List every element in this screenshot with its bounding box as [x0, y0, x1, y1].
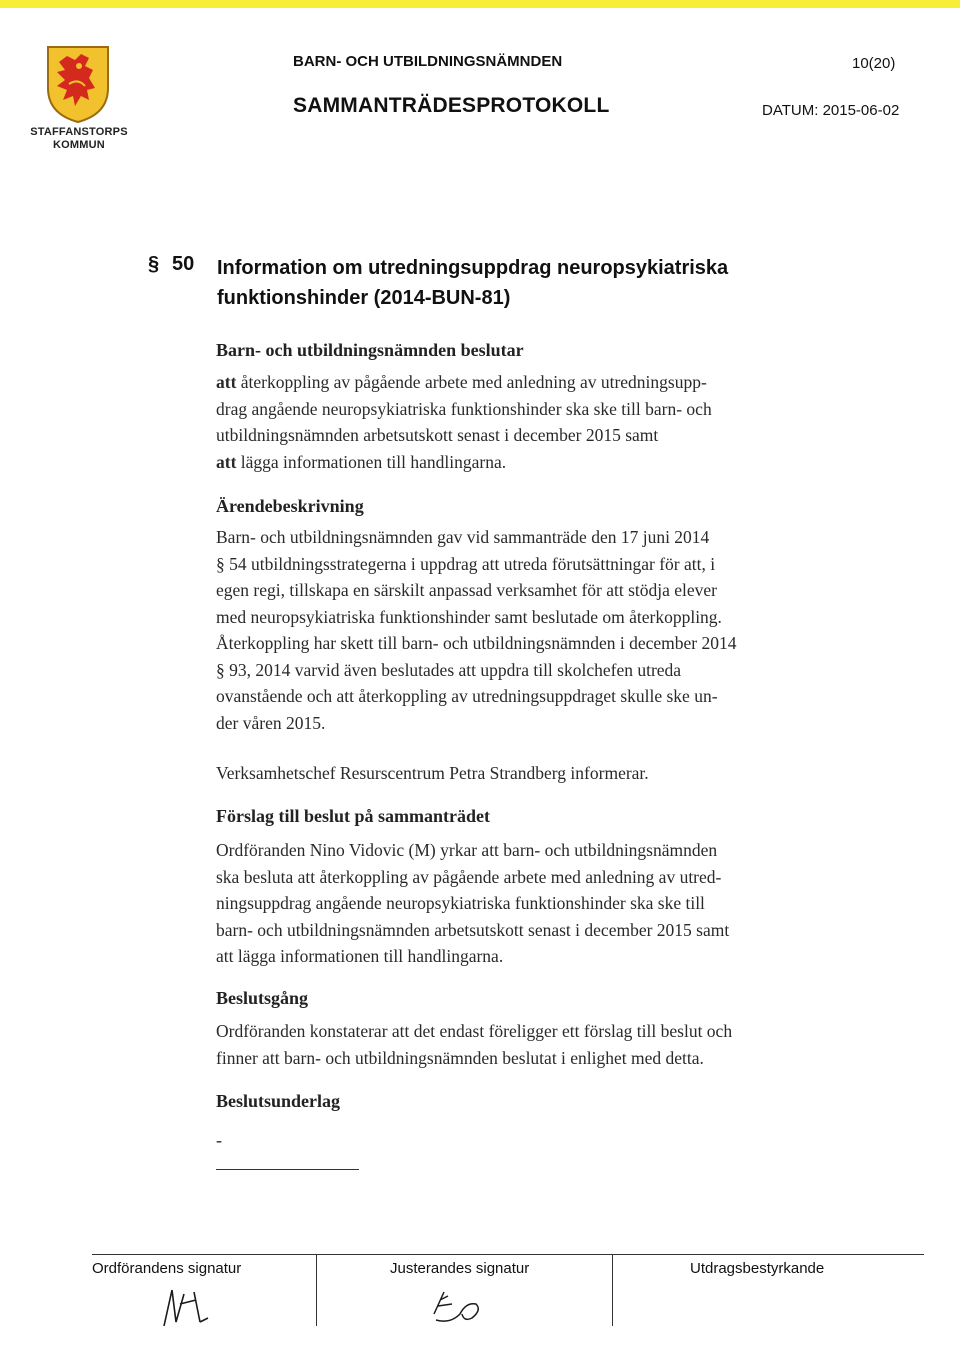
- top-color-bar: [0, 0, 960, 8]
- procedure-line: finner att barn- och utbildningsnämnden beslutat i enlighet med detta.: [216, 1047, 704, 1068]
- case-line: § 54 utbildningsstrategerna i uppdrag att utreda förutsättningar för att, i: [216, 553, 716, 574]
- section-number-value: 50: [172, 253, 195, 275]
- section-title: [217, 253, 728, 313]
- proposal-line: barn- och utbildningsnämnden arbetsutskott senast i december 2015 samt: [216, 919, 730, 940]
- case-line: egen regi, tillskapa en särskilt anpassad verksamhet för att stödja elever: [216, 580, 718, 600]
- adjuster-signature-mark: [422, 1284, 492, 1330]
- signature-divider: [612, 1254, 613, 1326]
- signature-row-border: [92, 1254, 924, 1255]
- decision-line-text: återkoppling av pågående arbete med anledning av utredningsupp-: [236, 372, 707, 392]
- adjuster-signature-label: Justerandes signatur: [390, 1260, 530, 1277]
- case-line: § 93, 2014 varvid även beslutades att uppdra till skolchefen utreda: [216, 659, 682, 680]
- section-symbol: §: [148, 253, 160, 275]
- municipality-name: [24, 126, 134, 152]
- case-line: Återkoppling har skett till barn- och utbildningsnämnden i december 2014: [216, 633, 737, 653]
- informer-line: Verksamhetschef Resurscentrum Petra Strandberg informerar.: [216, 763, 649, 783]
- decision-line-text: drag angående neuropsykiatriska funktionshinder ska ske till barn- och: [216, 398, 712, 419]
- date-value: 2015-06-02: [822, 102, 900, 119]
- decision-line-text: utbildningsnämnden arbetsutskott senast i december 2015 samt: [216, 425, 659, 445]
- decision-line: [216, 449, 856, 476]
- protocol-title: SAMMANTRÄDESPROTOKOLL: [293, 94, 610, 117]
- decision-line-text: lägga informationen till handlingarna.: [236, 451, 507, 472]
- chair-signature-label: Ordförandens signatur: [92, 1260, 242, 1277]
- proposal-line: att lägga informationen till handlingarna.: [216, 946, 504, 966]
- case-description-heading: Ärendebeskrivning: [216, 496, 364, 516]
- section-title-line1: Information om utredningsuppdrag neuropsykiatriska: [217, 257, 729, 279]
- signature-divider: [316, 1254, 317, 1326]
- chair-signature-mark: [150, 1282, 220, 1332]
- decision-heading: Barn- och utbildningsnämnden beslutar: [216, 340, 524, 360]
- basis-value: -: [216, 1130, 222, 1150]
- page-number: 10(20): [852, 55, 896, 72]
- proposal-heading: Förslag till beslut på sammanträdet: [216, 806, 490, 826]
- case-line: der våren 2015.: [216, 712, 326, 733]
- proposal-line: ningsuppdrag angående neuropsykiatriska funktionshinder ska ske till: [216, 893, 705, 913]
- municipality-crest: [28, 44, 128, 124]
- basis-heading: Beslutsunderlag: [216, 1091, 341, 1111]
- case-description-text: [216, 524, 856, 736]
- municipality-name-line2: KOMMUN: [53, 139, 105, 151]
- certifier-label: Utdragsbestyrkande: [690, 1260, 825, 1277]
- decision-lead: att: [216, 451, 237, 472]
- case-line: ovanstående och att återkoppling av utredningsuppdraget skulle ske un-: [216, 686, 718, 706]
- proposal-text: [216, 837, 856, 970]
- decision-line: [216, 396, 856, 423]
- decision-text: [216, 369, 856, 475]
- procedure-text: [216, 1018, 856, 1071]
- proposal-line: ska besluta att återkoppling av pågående arbete med anledning av utred-: [216, 866, 722, 887]
- case-line: Barn- och utbildningsnämnden gav vid sammanträde den 17 juni 2014: [216, 527, 710, 547]
- divider-line: [216, 1169, 359, 1170]
- proposal-line: Ordföranden Nino Vidovic (M) yrkar att barn- och utbildningsnämnden: [216, 840, 718, 860]
- municipality-name-line1: STAFFANSTORPS: [30, 126, 128, 138]
- section-title-line2: funktionshinder (2014-BUN-81): [217, 287, 511, 309]
- procedure-line: Ordföranden konstaterar att det endast föreligger ett förslag till beslut och: [216, 1021, 733, 1041]
- decision-line: [216, 422, 856, 449]
- date-label: DATUM:: [762, 102, 819, 119]
- procedure-heading: Beslutsgång: [216, 988, 309, 1008]
- date-row: [762, 102, 899, 119]
- decision-lead: att: [216, 372, 237, 392]
- section-number: [148, 253, 194, 276]
- crest-icon: [45, 44, 111, 124]
- decision-line: [216, 369, 856, 396]
- case-line: med neuropsykiatriska funktionshinder samt beslutade om återkoppling.: [216, 606, 722, 627]
- committee-name: BARN- OCH UTBILDNINGSNÄMNDEN: [293, 53, 563, 70]
